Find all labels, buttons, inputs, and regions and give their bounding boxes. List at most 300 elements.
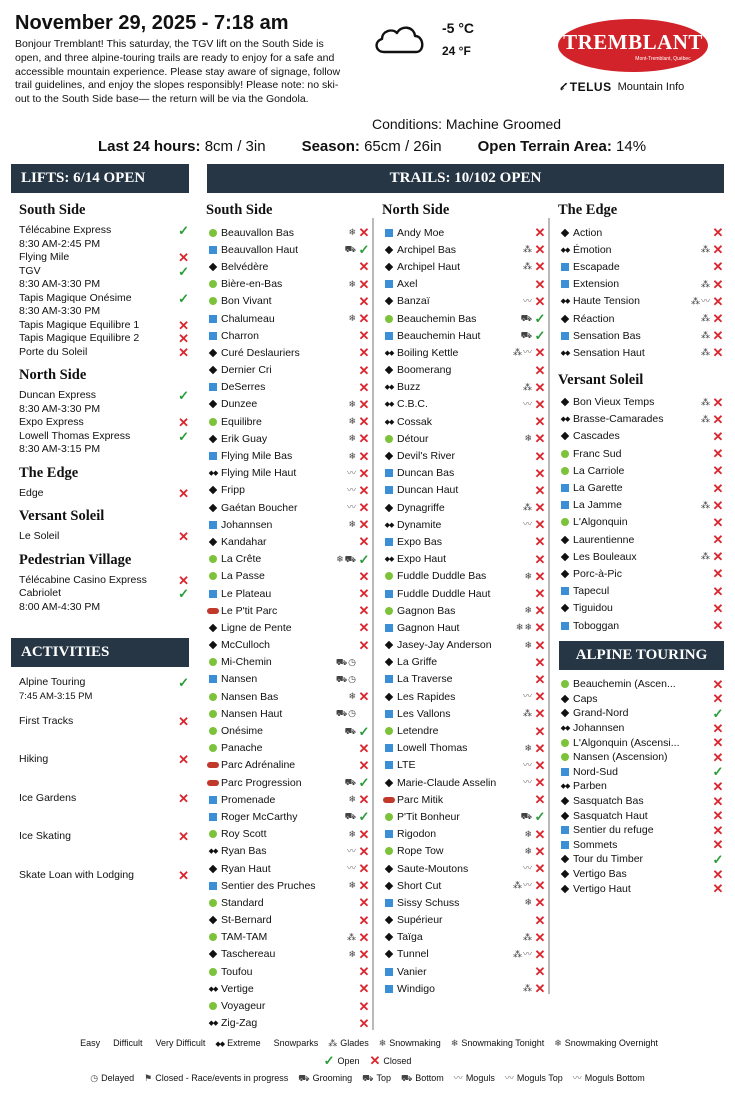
- trail-name: Sasquatch Haut: [573, 809, 648, 822]
- closed-x-icon: ✕: [534, 775, 546, 791]
- trail-row[interactable]: [382, 551, 546, 568]
- trail-name: Caps: [573, 692, 598, 705]
- trail-features: [523, 864, 532, 873]
- extreme-double-diamond-icon: ◆◆: [384, 349, 394, 357]
- trail-row[interactable]: [382, 344, 546, 361]
- trail-row[interactable]: [382, 912, 546, 929]
- difficult-difficulty-icon: [558, 263, 572, 271]
- open-check-icon: ✓: [712, 705, 724, 721]
- trail-features: [348, 417, 356, 426]
- trail-status: [358, 450, 370, 463]
- trail-row[interactable]: [206, 293, 370, 310]
- trail-row[interactable]: [382, 826, 546, 843]
- trail-row[interactable]: [558, 531, 724, 548]
- trail-row[interactable]: [382, 619, 546, 636]
- trail-row[interactable]: [382, 740, 546, 757]
- trail-row[interactable]: [382, 860, 546, 877]
- trail-status: [358, 914, 370, 927]
- lift-hours: 8:30 AM-3:15 PM: [19, 443, 101, 455]
- trail-row[interactable]: [206, 568, 370, 585]
- lift-row[interactable]: [19, 487, 189, 501]
- very-difficult-diamond-icon: [561, 228, 569, 236]
- trail-row[interactable]: [206, 946, 370, 963]
- activity-row[interactable]: [19, 676, 189, 715]
- trail-row[interactable]: [206, 912, 370, 929]
- alpine-touring-row[interactable]: [558, 750, 724, 765]
- easy-circle-icon: [385, 315, 393, 323]
- trail-row[interactable]: [558, 565, 724, 582]
- trail-row[interactable]: [382, 276, 546, 293]
- trail-name: Sensation Haut: [573, 346, 645, 359]
- trail-status: [534, 810, 546, 823]
- difficult-square-icon: [561, 501, 569, 509]
- trail-status: [712, 567, 724, 580]
- closed-x-icon: ✕: [178, 867, 189, 883]
- trail-row[interactable]: [206, 224, 370, 241]
- trail-row[interactable]: [382, 688, 546, 705]
- trail-row[interactable]: [206, 551, 370, 568]
- open-check-icon: ✓: [178, 263, 189, 279]
- lift-hours: 8:30 AM-2:45 PM: [19, 237, 101, 250]
- trail-row[interactable]: [206, 1015, 370, 1032]
- last24-value: 8cm / 3in: [204, 138, 266, 155]
- trail-status: [358, 226, 370, 239]
- easy-difficulty-icon: [206, 744, 220, 752]
- trail-name: Dynagriffe: [397, 501, 445, 514]
- trail-status: [712, 243, 724, 256]
- trail-name: Cascades: [573, 430, 620, 443]
- very-difficult-diamond-icon: [385, 641, 393, 649]
- groomer-icon: ⛟: [520, 811, 532, 822]
- trail-status: [534, 570, 546, 583]
- trail-row[interactable]: [382, 808, 546, 825]
- trail-row[interactable]: [558, 445, 724, 462]
- trail-row[interactable]: [206, 533, 370, 550]
- trail-row[interactable]: [382, 585, 546, 602]
- trail-row[interactable]: [206, 980, 370, 997]
- trail-row[interactable]: [558, 497, 724, 514]
- trail-name: Escapade: [573, 260, 620, 273]
- trail-row[interactable]: [558, 600, 724, 617]
- open-check-icon: ✓: [712, 851, 724, 867]
- trail-features: [701, 280, 710, 289]
- alpine-touring-row[interactable]: [558, 677, 724, 692]
- trail-row[interactable]: [206, 241, 370, 258]
- trail-row[interactable]: [206, 465, 370, 482]
- trail-features: [348, 400, 356, 409]
- trail-row[interactable]: [382, 224, 546, 241]
- extreme-double-diamond-icon: ◆◆: [384, 384, 394, 392]
- closed-x-icon: ✕: [358, 482, 370, 498]
- lift-row[interactable]: [19, 587, 189, 614]
- alpine-touring-row[interactable]: [558, 735, 724, 750]
- lift-row[interactable]: [19, 224, 189, 251]
- trails-south-side: [206, 194, 370, 1032]
- legend-item: [90, 1073, 134, 1083]
- trail-features: [523, 933, 532, 942]
- lift-row[interactable]: [19, 416, 189, 430]
- easy-difficulty-icon: [558, 680, 572, 688]
- trail-row[interactable]: [206, 705, 370, 722]
- trail-row[interactable]: [206, 362, 370, 379]
- closed-x-icon: ✕: [358, 1015, 370, 1031]
- trail-row[interactable]: [382, 946, 546, 963]
- trail-row[interactable]: [382, 499, 546, 516]
- trail-features: [348, 830, 356, 839]
- trail-row[interactable]: [558, 293, 724, 310]
- trail-row[interactable]: [206, 963, 370, 980]
- closed-x-icon: ✕: [534, 981, 546, 997]
- trail-row[interactable]: [382, 637, 546, 654]
- trail-row[interactable]: [206, 258, 370, 275]
- trail-row[interactable]: [558, 428, 724, 445]
- trail-row[interactable]: [206, 430, 370, 447]
- trail-row[interactable]: [206, 894, 370, 911]
- trail-row[interactable]: [558, 276, 724, 293]
- easy-difficulty-icon: [382, 847, 396, 855]
- trail-row[interactable]: [206, 327, 370, 344]
- activity-row[interactable]: [19, 869, 189, 908]
- moguls-icon: 〰: [522, 347, 532, 358]
- snowflake-icon: ❄: [348, 398, 356, 409]
- trail-features: [347, 486, 356, 495]
- trail-name: Ryan Haut: [221, 862, 271, 875]
- difficult-difficulty-icon: [558, 484, 572, 492]
- trail-row[interactable]: [382, 757, 546, 774]
- trail-status: [712, 278, 724, 291]
- trail-features: [523, 778, 532, 787]
- very-difficult-diamond-icon: [385, 692, 393, 700]
- intro-message: Bonjour Tremblant! This saturday, the TGV lift on the South Side is open, and three alpine-touring trails are ready to enjoy for a safe and accessible mountain experience. Please stay aware of signage, follow trail guidelines, and enjoy the slopes responsibly! Please note: no ski-out to the South Side base— the return will be via the Gondola.: [15, 38, 341, 106]
- trail-name: Bon Vivant: [221, 295, 272, 308]
- trail-status: [534, 553, 546, 566]
- temperature-fahrenheit: 24 °F: [442, 44, 471, 58]
- lift-row[interactable]: [19, 530, 189, 544]
- very-difficulty-icon: [558, 433, 572, 439]
- trail-row[interactable]: [206, 671, 370, 688]
- glades-icon: ⁂: [328, 1037, 338, 1048]
- trail-row[interactable]: [382, 671, 546, 688]
- difficult-difficulty-icon: [382, 830, 396, 838]
- very-difficult-diamond-icon: [561, 709, 569, 717]
- trail-name: L'Algonquin: [573, 516, 628, 529]
- trail-row[interactable]: [206, 860, 370, 877]
- difficult-difficulty-icon: [558, 622, 572, 630]
- legend-label: Snowmaking Overnight: [564, 1038, 658, 1048]
- legend-item: [362, 1073, 391, 1083]
- trail-row[interactable]: [206, 740, 370, 757]
- trail-row[interactable]: [382, 774, 546, 791]
- trail-name: Parc Progression: [221, 776, 302, 789]
- trail-row[interactable]: [382, 843, 546, 860]
- very-difficult-diamond-icon: [385, 366, 393, 374]
- lift-row[interactable]: [19, 346, 189, 360]
- lift-hours: 8:30 AM-3:30 PM: [19, 402, 101, 415]
- lift-name: Expo Express: [19, 416, 84, 428]
- trail-row[interactable]: [382, 327, 546, 344]
- very-difficulty-icon: [558, 399, 572, 405]
- trail-row[interactable]: [382, 894, 546, 911]
- trail-row[interactable]: [558, 411, 724, 428]
- alpine-touring-row[interactable]: [558, 867, 724, 882]
- extreme-difficulty-icon: [382, 383, 396, 391]
- trail-row[interactable]: [206, 310, 370, 327]
- trail-row[interactable]: [382, 568, 546, 585]
- activity-row[interactable]: [19, 715, 189, 754]
- trail-name: Banzaï: [397, 295, 430, 308]
- extreme-double-diamond-icon: ◆◆: [384, 418, 394, 426]
- trail-status: [534, 931, 546, 944]
- glades-icon: ⁂: [701, 499, 710, 510]
- trail-row[interactable]: [382, 447, 546, 464]
- closed-x-icon: ✕: [178, 344, 189, 360]
- trail-row[interactable]: [206, 877, 370, 894]
- trail-row[interactable]: [558, 327, 724, 344]
- trail-row[interactable]: [206, 688, 370, 705]
- column-divider: [372, 218, 374, 1030]
- extreme-double-diamond-icon: ◆◆: [384, 556, 394, 564]
- trail-name: Parc Mitik: [397, 793, 444, 806]
- alpine-touring-row[interactable]: [558, 706, 724, 721]
- trail-row[interactable]: [382, 602, 546, 619]
- trail-row[interactable]: [382, 516, 546, 533]
- trail-status: [712, 482, 724, 495]
- trail-name: Sentier des Pruches: [221, 879, 316, 892]
- open-check-icon: ✓: [534, 328, 546, 344]
- alpine-touring-row[interactable]: [558, 721, 724, 736]
- lift-row[interactable]: [19, 292, 189, 319]
- trail-status: [534, 793, 546, 806]
- trail-row[interactable]: [382, 877, 546, 894]
- easy-difficulty-icon: [206, 899, 220, 907]
- trail-name: Duncan Bas: [397, 467, 455, 480]
- trail-row[interactable]: [206, 379, 370, 396]
- closed-x-icon: ✕: [712, 749, 724, 765]
- extreme-difficulty-icon: [558, 724, 572, 732]
- trail-row[interactable]: [382, 310, 546, 327]
- trail-row[interactable]: [382, 482, 546, 499]
- trail-row[interactable]: [206, 757, 370, 774]
- alpine-touring-row[interactable]: [558, 808, 724, 823]
- closed-x-icon: ✕: [534, 551, 546, 567]
- trail-row[interactable]: [558, 462, 724, 479]
- closed-x-icon: ✕: [534, 723, 546, 739]
- closed-x-icon: ✕: [358, 929, 370, 945]
- activity-row[interactable]: [19, 830, 189, 869]
- trail-row[interactable]: [206, 447, 370, 464]
- trail-row[interactable]: [558, 310, 724, 327]
- trail-row[interactable]: [382, 396, 546, 413]
- trail-row[interactable]: [382, 258, 546, 275]
- extreme-double-diamond-icon: ◆◆: [560, 349, 570, 357]
- open-check-icon: ✓: [358, 242, 370, 258]
- trail-row[interactable]: [206, 585, 370, 602]
- trail-row[interactable]: [382, 705, 546, 722]
- trail-status: [534, 450, 546, 463]
- trail-row[interactable]: [206, 482, 370, 499]
- trail-row[interactable]: [382, 963, 546, 980]
- lift-row[interactable]: [19, 251, 189, 265]
- trail-row[interactable]: [206, 654, 370, 671]
- very-difficult-diamond-icon: [561, 870, 569, 878]
- trail-row[interactable]: [206, 826, 370, 843]
- activity-row[interactable]: [19, 792, 189, 831]
- trail-row[interactable]: [206, 499, 370, 516]
- closed-x-icon: ✕: [178, 829, 189, 844]
- trail-row[interactable]: [382, 533, 546, 550]
- trail-row[interactable]: [558, 548, 724, 565]
- closed-x-icon: ✕: [534, 620, 546, 636]
- lift-row[interactable]: [19, 574, 189, 588]
- closed-x-icon: ✕: [369, 1053, 381, 1068]
- lift-hours: 8:00 AM-4:30 PM: [19, 600, 101, 613]
- alpine-touring-row[interactable]: [558, 852, 724, 867]
- difficult-square-icon: [385, 744, 393, 752]
- trail-row[interactable]: [206, 344, 370, 361]
- trail-row[interactable]: [382, 362, 546, 379]
- closed-x-icon: ✕: [358, 465, 370, 481]
- alpine-touring-row[interactable]: [558, 823, 724, 838]
- trail-row[interactable]: [382, 929, 546, 946]
- lift-row[interactable]: [19, 265, 189, 292]
- moguls-icon: 〰: [522, 398, 532, 409]
- lift-row[interactable]: [19, 332, 189, 346]
- trail-features: [701, 501, 710, 510]
- trail-row[interactable]: [206, 516, 370, 533]
- trail-name: La Crête: [221, 553, 262, 566]
- alpine-touring-row[interactable]: [558, 765, 724, 780]
- lift-name: Edge: [19, 486, 44, 499]
- difficult-difficulty-icon: [382, 744, 396, 752]
- legend-label: Snowparks: [273, 1038, 319, 1048]
- trail-row[interactable]: [206, 774, 370, 791]
- trail-name: Flying Mile Haut: [221, 467, 297, 480]
- closed-x-icon: ✕: [534, 293, 546, 309]
- trail-row[interactable]: [206, 276, 370, 293]
- trail-row[interactable]: [206, 396, 370, 413]
- trail-row[interactable]: [558, 583, 724, 600]
- alpine-touring-row[interactable]: [558, 779, 724, 794]
- trail-row[interactable]: [558, 514, 724, 531]
- extreme-double-diamond-icon: ◆◆: [384, 521, 394, 529]
- trail-row[interactable]: [206, 637, 370, 654]
- trail-row[interactable]: [206, 413, 370, 430]
- alpine-touring-row[interactable]: [558, 838, 724, 853]
- trail-name: Vertigo Haut: [573, 882, 631, 895]
- trail-row[interactable]: [558, 479, 724, 496]
- alpine-touring-row[interactable]: [558, 794, 724, 809]
- glades-icon: ⁂: [523, 381, 532, 392]
- difficult-square-icon: [561, 622, 569, 630]
- lift-row[interactable]: [19, 319, 189, 333]
- trail-row[interactable]: [382, 791, 546, 808]
- difficult-square-icon: [385, 469, 393, 477]
- snowpark-icon: [207, 762, 219, 768]
- closed-x-icon: ✕: [358, 328, 370, 344]
- trail-row[interactable]: [382, 980, 546, 997]
- very-difficulty-icon: [558, 871, 572, 877]
- trail-status: [534, 278, 546, 291]
- very-difficulty-icon: [382, 659, 396, 665]
- difficult-difficulty-icon: [382, 332, 396, 340]
- trail-name: La Jamme: [573, 499, 623, 512]
- very-difficulty-icon: [206, 539, 220, 545]
- trail-status: [534, 381, 546, 394]
- trail-name: Saute-Moutons: [397, 862, 469, 875]
- season-value: 65cm / 26in: [364, 138, 442, 155]
- trail-row[interactable]: [382, 413, 546, 430]
- snowflake-icon: ❄: [450, 1037, 459, 1048]
- alpine-touring-row[interactable]: [558, 692, 724, 707]
- easy-difficulty-icon: [206, 572, 220, 580]
- legend-label: Snowmaking Tonight: [461, 1038, 545, 1048]
- difficult-square-icon: [385, 710, 393, 718]
- trail-row[interactable]: [206, 722, 370, 739]
- trail-status: [358, 879, 370, 892]
- very-difficulty-icon: [206, 436, 220, 442]
- closed-x-icon: ✕: [534, 465, 546, 481]
- trail-name: Taschereau: [221, 948, 276, 961]
- trail-row[interactable]: [558, 241, 724, 258]
- trail-row[interactable]: [206, 843, 370, 860]
- trail-features: [347, 503, 356, 512]
- trail-row[interactable]: [206, 808, 370, 825]
- trail-row[interactable]: [206, 619, 370, 636]
- trail-row[interactable]: [206, 602, 370, 619]
- activity-row[interactable]: [19, 753, 189, 792]
- trail-row[interactable]: [382, 430, 546, 447]
- trail-row[interactable]: [206, 997, 370, 1014]
- trail-row[interactable]: [206, 791, 370, 808]
- closed-x-icon: ✕: [178, 250, 189, 265]
- trail-row[interactable]: [382, 241, 546, 258]
- closed-x-icon: ✕: [534, 396, 546, 412]
- trail-row[interactable]: [558, 617, 724, 634]
- very-difficult-diamond-icon: [385, 864, 393, 872]
- open-check-icon: ✓: [178, 428, 189, 444]
- alpine-touring-row[interactable]: [558, 881, 724, 896]
- easy-circle-icon: [209, 710, 217, 718]
- lift-row[interactable]: [19, 430, 189, 457]
- trail-row[interactable]: [382, 654, 546, 671]
- very-difficulty-icon: [206, 951, 220, 957]
- trail-status: [712, 853, 724, 866]
- trail-name: Ryan Bas: [221, 845, 267, 858]
- trail-row[interactable]: [558, 224, 724, 241]
- trail-status: [358, 501, 370, 514]
- trail-status: [712, 678, 724, 691]
- trail-row[interactable]: [558, 394, 724, 411]
- lift-row[interactable]: [19, 389, 189, 416]
- trail-row[interactable]: [382, 293, 546, 310]
- trail-name: Sissy Schuss: [397, 896, 460, 909]
- closed-x-icon: ✕: [358, 878, 370, 894]
- very-difficulty-icon: [382, 367, 396, 373]
- legend-item: [328, 1038, 369, 1048]
- trail-row[interactable]: [206, 929, 370, 946]
- closed-x-icon: ✕: [178, 713, 189, 729]
- trail-row[interactable]: [558, 258, 724, 275]
- column-divider: [548, 218, 550, 994]
- trail-row[interactable]: [382, 379, 546, 396]
- very-difficulty-icon: [206, 401, 220, 407]
- trail-row[interactable]: [382, 465, 546, 482]
- closed-x-icon: ✕: [534, 534, 546, 550]
- trail-row[interactable]: [558, 344, 724, 361]
- trail-row[interactable]: [382, 722, 546, 739]
- trail-status: [358, 639, 370, 652]
- telus-mark-icon: 𝓉: [560, 80, 564, 93]
